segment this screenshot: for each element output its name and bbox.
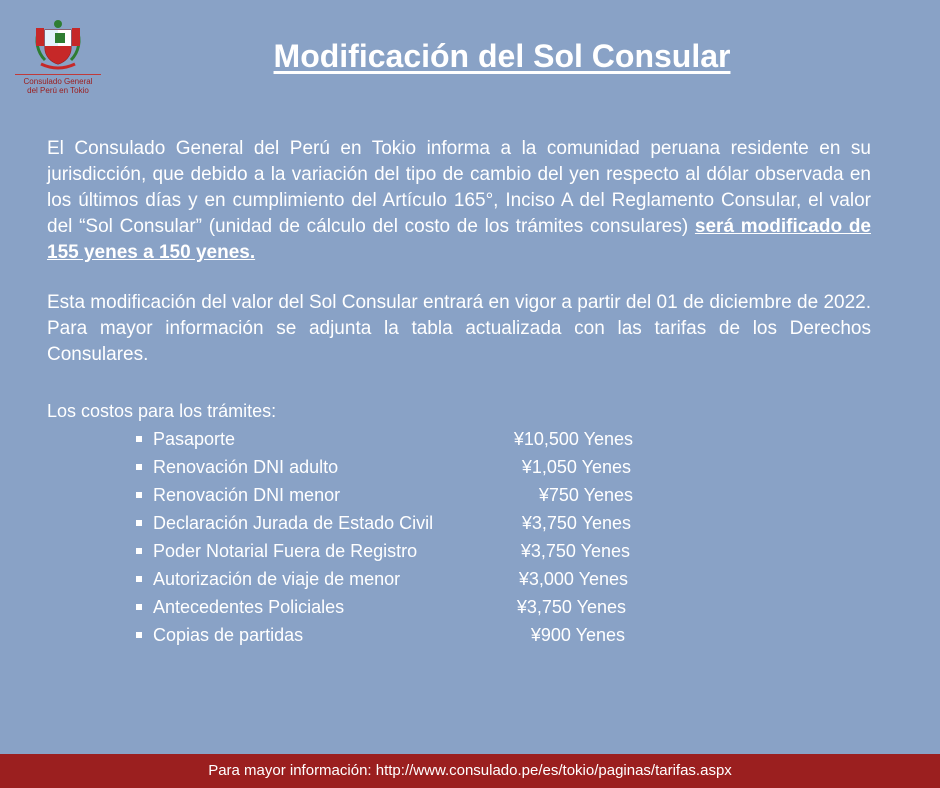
logo-text-line2: del Perú en Tokio [27, 86, 89, 95]
bullet-icon [136, 576, 142, 582]
cost-item-price: ¥10,500 Yenes [513, 429, 633, 449]
cost-item-label: Copias de partidas [153, 625, 304, 645]
cost-item-autorizacion-viaje [132, 565, 652, 593]
cost-item-label: Poder Notarial Fuera de Registro [153, 541, 418, 561]
cost-item-price: ¥1,050 Yenes [521, 457, 631, 477]
cost-item-dni-adulto [132, 453, 652, 481]
cost-item-copias-partidas [132, 621, 652, 649]
logo-text-line1: Consulado General [23, 77, 93, 86]
announcement-emphasis: será modificado de 155 yenes a 150 yenes. [47, 216, 871, 263]
cost-item-price: ¥900 Yenes [530, 625, 625, 645]
cost-item-label: Antecedentes Policiales [153, 597, 345, 617]
cost-item-label: Renovación DNI menor [153, 485, 341, 505]
cost-item-label: Pasaporte [153, 429, 236, 449]
cost-item-price: ¥3,750 Yenes [521, 513, 631, 533]
effective-date-paragraph: Esta modificación del valor del Sol Consular entrará en vigor a partir del 01 de diciembre de 2022. Para mayor información se adjunta la tabla actualizada con las tarifas de los Derechos Consulares. [47, 292, 871, 365]
footer-info-bar: Para mayor información: http://www.consulado.pe/es/tokio/paginas/tarifas.aspx [0, 754, 940, 788]
bullet-icon [136, 436, 142, 442]
bullet-icon [136, 604, 142, 610]
cost-item-label: Autorización de viaje de menor [153, 569, 401, 589]
cost-item-antecedentes [132, 593, 652, 621]
page-title-container [0, 36, 940, 76]
bullet-icon [136, 464, 142, 470]
bullet-icon [136, 548, 142, 554]
costs-heading: Los costos para los trámites: [47, 401, 277, 421]
bullet-icon [136, 492, 142, 498]
cost-item-pasaporte [132, 425, 652, 453]
announcement-paragraph [47, 136, 871, 266]
cost-item-price: ¥750 Yenes [538, 485, 633, 505]
page-title: Modificación del Sol Consular [273, 38, 731, 74]
cost-item-price: ¥3,000 Yenes [518, 569, 628, 589]
cost-item-price: ¥3,750 Yenes [516, 597, 626, 617]
bullet-icon [136, 632, 142, 638]
cost-item-dni-menor [132, 481, 652, 509]
cost-item-label: Declaración Jurada de Estado Civil [153, 513, 434, 533]
announcement-text: El Consulado General del Perú en Tokio informa a la comunidad peruana residente en su jurisdicción, que debido a la variación del tipo de cambio del yen respecto al dólar observada en los últimos días y en cumplimiento del Artículo 165°, Inciso A del Reglamento Consular, el valor del “Sol Consular” (unidad de cálculo del costo de los trámites consulares) [47, 138, 871, 237]
cost-list [132, 425, 652, 649]
cost-item-declaracion-jurada [132, 509, 652, 537]
bullet-icon [136, 520, 142, 526]
cost-item-price: ¥3,750 Yenes [520, 541, 630, 561]
cost-item-label: Renovación DNI adulto [153, 457, 339, 477]
cost-item-poder-notarial [132, 537, 652, 565]
